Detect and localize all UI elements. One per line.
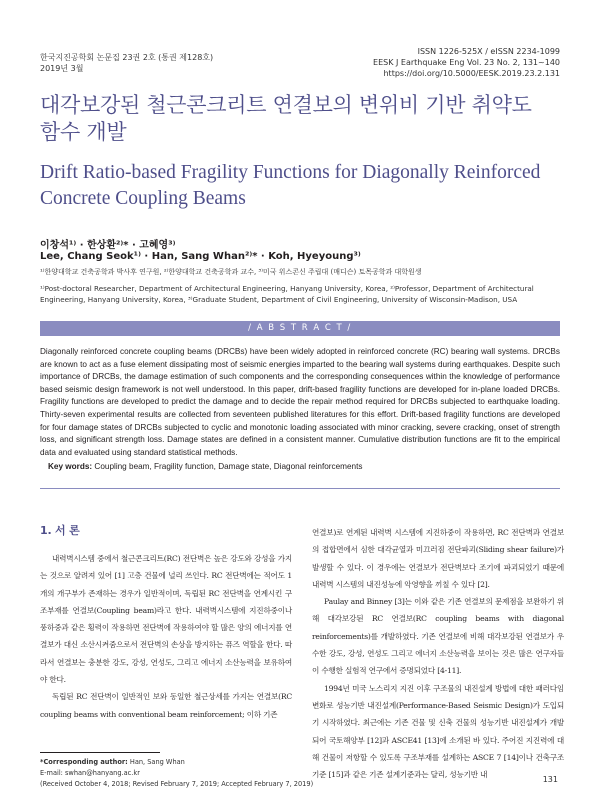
affiliations-en: ¹⁾Post-doctoral Researcher, Department of Architectural Engineering, Hanyang University, Korea, ²⁾Professor, Department of Architectural Engineering, Hanyang University, Korea, ³⁾Graduate Student, Department of Civil Engineering, University of Wisconsin-Madison, USA	[40, 284, 534, 304]
title-ko-line2: 함수 개발	[40, 120, 127, 144]
paper-title-en	[40, 160, 570, 212]
corresponding-author-name: Han, Sang Whan	[129, 758, 185, 766]
paragraph: Paulay and Binney [3]는 이와 같은 기존 연결보의 문제점을 보완하기 위해 대각보강된 RC 연결보(RC coupling beams with diagonal reinforcements)를 개발하였다. 기존 연결보에 비해 대각보강된 연결보가 우수한 강도, 강성, 연성도 그리고 에너지 소산능력을 보이는 것은 많은 연구자들이 수행한 실험적 연구에서 증명되었다 [4-11].	[312, 597, 564, 676]
footnote-divider	[40, 752, 160, 753]
paragraph: 내력벽시스템 중에서 철근콘크리트(RC) 전단벽은 높은 강도와 강성을 가지는 것으로 알려져 있어 [1] 고층 건물에 널리 쓰인다. RC 전단벽에는 적어도 1개의 개구부가 존재하는 경우가 일반적이며, 독립된 RC 전단벽을 연계시킨 구조부재를 연결보(Coupling beam)라고 한다. 내력벽시스템에 지진하중이나 풍하중과 같은 횡력이 작용하면 전단벽에 작용하여야 할 많은 양의 에너지를 연결보가 대신 소산시켜줌으로서 전단벽의 손상을 방지하는 퓨즈 역할을 한다. 따라서 연결보는 충분한 강도, 강성, 연성도, 그리고 에너지 소산능력을 보유하여야 한다.	[40, 554, 292, 685]
received-dates: (Received October 4, 2018; Revised February 7, 2019; Accepted February 7, 2019)	[40, 780, 314, 788]
corresponding-author	[40, 757, 313, 768]
corresponding-author-label: *Corresponding author:	[40, 758, 128, 766]
abstract-text: Diagonally reinforced concrete coupling beams (DRCBs) have been widely adopted in reinforced concrete (RC) bearing wall systems. DRCBs are known to act as a fuse element dissipating most of seismic energies imparted to the bearing wall systems during earthquakes. Despite such importance of DRCBs, the damage estimation of such components and the corresponding consequences within the knowledge of performance based seismic design framework is not well understood. In this paper, drift-based fragility functions are developed for in-plane loaded DRCBs. Fragility functions are developed to predict the damage and to decide the repair method required for DRCBs subjected to earthquake loading. Thirty-seven experimental results are collected from seventeen published literatures for this effort. Drift-based fragility functions are developed for four damage states of DRCBs subjected to cyclic and monotonic loading associated with minor cracking, severe cracking, onset of strength loss, and significant strength loss. Damage states are defined in a consistent manner. Cumulative distribution functions are fit to the empirical data and evaluated using standard statistical methods.	[40, 347, 560, 457]
paper-title-ko	[40, 92, 570, 146]
journal-header-left	[40, 52, 213, 74]
affiliations-ko: ¹⁾한양대학교 건축공학과 박사후 연구원, ²⁾한양대학교 건축공학과 교수, ³⁾미국 위스콘신 주립대 (매디슨) 토목공학과 대학원생	[40, 268, 422, 276]
authors-en: Lee, Chang Seok¹⁾ · Han, Sang Whan²⁾* · Koh, Hyeyoung³⁾	[40, 251, 361, 262]
author-email[interactable]: E-mail: swhan@hanyang.ac.kr	[40, 769, 140, 777]
keywords-list: Coupling beam, Fragility function, Damage state, Diagonal reinforcements	[94, 462, 363, 471]
body-column-right	[312, 524, 564, 783]
journal-name-ko: 한국지진공학회 논문집 23권 2호 (통권 제128호)	[40, 53, 214, 62]
title-en-line2: Concrete Coupling Beams	[40, 188, 246, 209]
abstract-heading: / A B S T R A C T /	[40, 321, 560, 336]
title-ko-line1: 대각보강된 철근콘크리트 연결보의 변위비 기반 취약도	[40, 93, 532, 117]
page-number: 131	[542, 775, 558, 784]
journal-name-en: EESK J Earthquake Eng Vol. 23 No. 2, 131~140	[373, 58, 560, 67]
issue-date-ko: 2019년 3월	[40, 64, 84, 73]
authors-ko: 이창석¹⁾ · 한상환²⁾* · 고혜영³⁾	[40, 240, 176, 251]
paragraph: 1994년 미국 노스리지 지진 이후 구조물의 내진설계 방법에 대한 패러다임 변화로 성능기반 내진설계(Performance-Based Seismic Design)가 도입되기 시작하였다. 최근에는 기존 건물 및 신축 건물의 성능기반 내진설계가 개발되어 국토해양부 [12]과 ASCE41 [13]에 소개된 바 있다. 주어진 지진력에 대해 건물이 저항할 수 있도록 구조부재를 설계하는 ASCE 7 [14]이나 건축구조기준 [15]과 같은 기존 설계기준과는 달리, 성능기반 내	[312, 683, 564, 780]
footnote	[40, 757, 313, 790]
keywords-label: Key words:	[48, 462, 93, 471]
journal-header-right	[373, 46, 560, 79]
title-en-line1: Drift Ratio-based Fragility Functions for Diagonally Reinforced	[40, 162, 541, 183]
paragraph: 독립된 RC 전단벽이 일반적인 보와 동일한 철근상세를 가지는 연결보(RC coupling beams with conventional beam reinforcement; 이하 기존	[40, 692, 292, 719]
keywords	[48, 462, 362, 471]
doi-link[interactable]: https://doi.org/10.5000/EESK.2019.23.2.131	[383, 69, 560, 78]
body-column-left	[40, 524, 292, 723]
issn: ISSN 1226-525X / eISSN 2234-1099	[417, 47, 560, 56]
abstract-divider	[40, 488, 560, 489]
section-heading-intro: 1. 서 론	[40, 524, 80, 537]
paragraph: 연결보)로 연계된 내력벽 시스템에 지진하중이 작용하면, RC 전단벽과 연결보의 접합면에서 심한 대각균열과 미끄러짐 전단파괴(Sliding shear failure)가 발생할 수 있다. 이 경우에는 연결보가 전단벽보다 조기에 파괴되었기 때문에 내력벽 시스템의 내진성능에 악영향을 끼칠 수 있다 [2].	[312, 528, 564, 589]
